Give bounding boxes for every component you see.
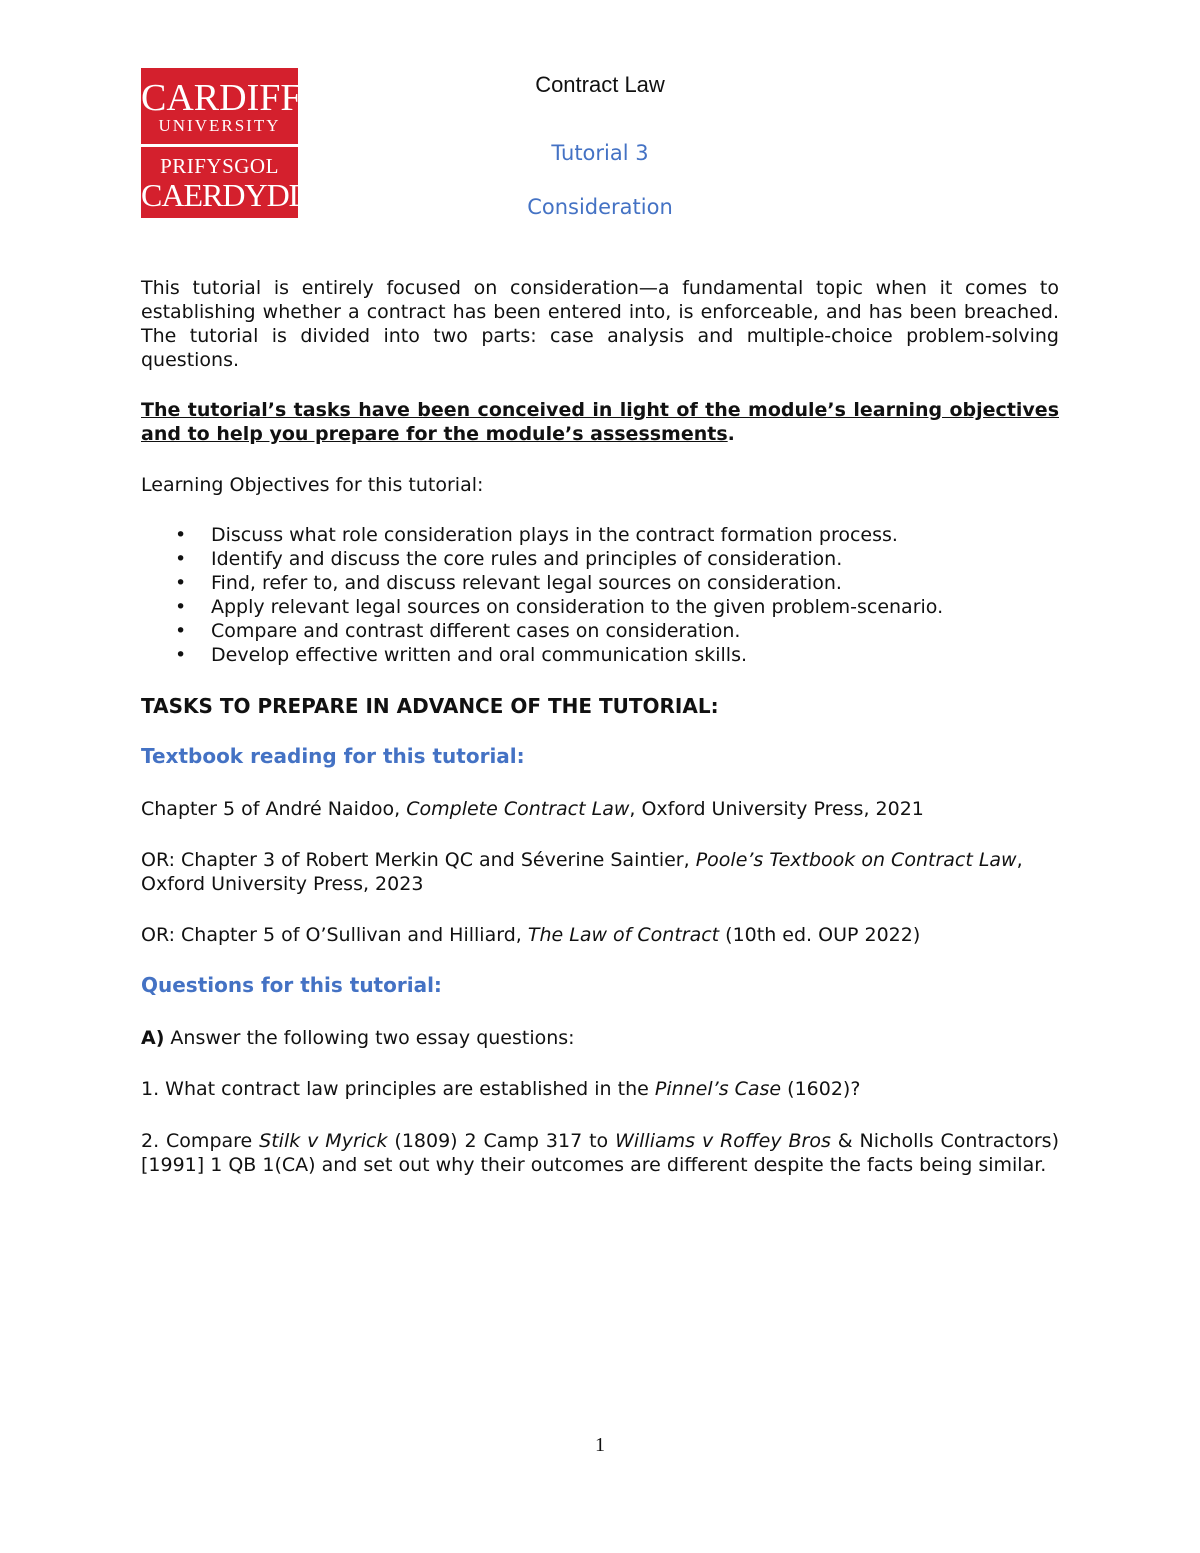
intro-paragraph: This tutorial is entirely focused on consideration—a fundamental topic when it comes to establishing whether a contract has been entered into, is enforceable, and has been breached. The tutorial is divided into two parts: case analysis and multiple-choice problem-solving questions. [141, 277, 1059, 371]
case-name: Pinnel’s Case [654, 1078, 782, 1100]
list-item: • Find, refer to, and discuss relevant legal sources on consideration. [175, 572, 842, 594]
bullet-icon: • [175, 524, 187, 546]
reading-heading: Textbook reading for this tutorial: [141, 744, 525, 768]
emphasis-underlined: The tutorial’s tasks have been conceived in light of the module’s learning objectives and to help you prepare for the module’s assessments [141, 399, 1059, 445]
part-a-label: A) [141, 1027, 165, 1049]
questions-part-a: A) Answer the following two essay questions: [141, 1027, 575, 1049]
tasks-heading: TASKS TO PREPARE IN ADVANCE OF THE TUTORIAL: [141, 694, 719, 718]
tutorial-topic: Consideration [527, 195, 673, 219]
objectives-heading: Learning Objectives for this tutorial: [141, 474, 484, 496]
bullet-icon: • [175, 572, 187, 594]
emphasis-tail: . [727, 423, 735, 445]
list-item: • Apply relevant legal sources on consideration to the given problem-scenario. [175, 596, 944, 618]
tutorial-number: Tutorial 3 [551, 141, 649, 165]
bullet-icon: • [175, 644, 187, 666]
bullet-icon: • [175, 548, 187, 570]
questions-heading: Questions for this tutorial: [141, 973, 442, 997]
book-title: The Law of Contract [527, 924, 720, 946]
case-name: Williams v Roffey Bros [615, 1130, 831, 1152]
book-title: Complete Contract Law [406, 798, 630, 820]
logo-line-university: UNIVERSITY [158, 116, 281, 135]
question-2: 2. Compare Stilk v Myrick (1809) 2 Camp 317 to Williams v Roffey Bros & Nicholls Contractors) [1991] 1 QB 1(CA) and set out why their outcomes are different despite the facts being similar. [141, 1130, 1059, 1176]
question-1: 1. What contract law principles are established in the Pinnel’s Case (1602)? [141, 1078, 861, 1100]
list-item: • Identify and discuss the core rules and principles of consideration. [175, 548, 843, 570]
list-item: • Develop effective written and oral communication skills. [175, 644, 748, 666]
page-number: 1 [595, 1434, 605, 1456]
document-title: Contract Law [535, 72, 665, 97]
logo-line-cardiff: CARDIFF [141, 77, 302, 119]
logo-line-prifysgol: PRIFYSGOL [160, 154, 279, 178]
reading-item-1: Chapter 5 of André Naidoo, Complete Contract Law, Oxford University Press, 2021 [141, 798, 924, 820]
logo-line-caerdydd: CAERDYDD [141, 177, 311, 213]
bullet-icon: • [175, 596, 187, 618]
book-title: Poole’s Textbook on Contract Law [695, 849, 1017, 871]
list-item: • Discuss what role consideration plays in the contract formation process. [175, 524, 898, 546]
reading-item-2: OR: Chapter 3 of Robert Merkin QC and Séverine Saintier, Poole’s Textbook on Contract Law, Oxford University Press, 2023 [141, 849, 1023, 895]
bullet-icon: • [175, 620, 187, 642]
list-item: • Compare and contrast different cases on consideration. [175, 620, 741, 642]
case-name: Stilk v Myrick [259, 1130, 388, 1152]
objectives-list [141, 523, 1059, 667]
reading-item-3: OR: Chapter 5 of O’Sullivan and Hilliard, The Law of Contract (10th ed. OUP 2022) [141, 924, 921, 946]
emphasis-paragraph [141, 398, 1059, 446]
